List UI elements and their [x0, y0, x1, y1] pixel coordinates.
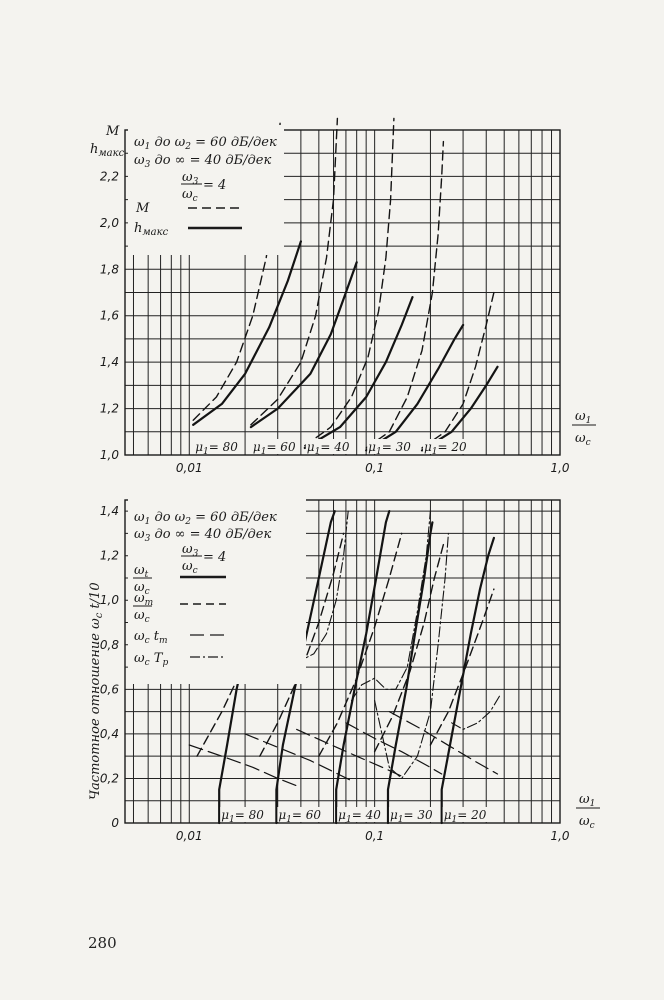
series-line	[375, 545, 444, 752]
bottom-legend-line1-rate: = 60 дБ/дек	[191, 510, 277, 525]
x-tick-label: 1,0	[550, 829, 570, 843]
bottom-ratio-num: ω	[182, 542, 193, 557]
mu-sub: 1	[431, 447, 438, 457]
bottom-legend-item2-den: ω	[134, 608, 145, 623]
page-number: 280	[88, 934, 117, 952]
top-ratio-den: ω	[182, 187, 193, 202]
bottom-chart	[88, 498, 600, 843]
y-tick-label: 1,0	[99, 593, 119, 608]
y-tick-label: 2,2	[99, 169, 119, 184]
bottom-legend-item3-tail-sub: m	[159, 636, 168, 646]
mu-sub: 1	[229, 815, 235, 825]
top-ylabel-m: M	[106, 124, 120, 139]
bottom-legend-item1-den-sub: c	[144, 587, 150, 597]
bottom-ratio-den-sub: c	[192, 566, 198, 576]
bottom-legend-item2-num-sub: m	[144, 598, 154, 608]
svg-text:hмакс	[90, 142, 125, 159]
x-tick-label: 0,1	[365, 829, 385, 843]
top-legend-line1-sub1: 1	[144, 142, 151, 152]
mu-value: = 20	[457, 808, 487, 822]
y-tick-label: 2,0	[99, 215, 119, 230]
y-tick-label: 0,4	[99, 726, 119, 741]
y-tick-label: 1,8	[99, 262, 119, 277]
bottom-legend-item3-label: ω	[134, 629, 145, 644]
x-tick-label: 0,1	[365, 461, 385, 475]
y-tick-label: 0,8	[99, 637, 119, 652]
series-line	[245, 734, 351, 781]
bottom-legend-item4-tail-sub: p	[162, 658, 169, 668]
bottom-legend-line2-omega3: ω	[134, 527, 145, 542]
series-line	[251, 262, 357, 427]
top-legend	[128, 125, 284, 255]
mu-symbol: μ	[252, 440, 261, 454]
bottom-xlabel-num-sub: 1	[589, 799, 596, 809]
bottom-ratio-val: = 4	[203, 550, 227, 565]
top-legend-h-sub: макс	[142, 227, 169, 238]
y-tick-label: 0,6	[99, 682, 119, 697]
mu-value: = 40	[320, 440, 350, 454]
bottom-xlabel-num: ω	[579, 792, 590, 807]
mu-sub: 1	[260, 447, 267, 457]
bottom-ylabel-sub: c	[94, 612, 105, 619]
top-xlabel-num: ω	[575, 409, 586, 424]
y-tick-label: 0,2	[99, 771, 119, 786]
mu-sub: 1	[203, 447, 209, 457]
x-tick-label: 0,01	[175, 461, 203, 475]
top-legend-line1-to: до ω	[150, 135, 186, 150]
y-tick-label: 1,6	[99, 308, 119, 323]
series-line	[352, 511, 431, 700]
series-line	[346, 723, 442, 774]
top-legend-line2-sub3: 3	[144, 160, 151, 170]
y-tick-label: 1,4	[99, 355, 119, 370]
svg-text:ω1	[575, 409, 591, 426]
bottom-ratio-num-sub: 3	[192, 549, 199, 559]
mu-sub: 1	[397, 815, 404, 825]
mu-sub: 1	[345, 815, 352, 825]
mu-symbol: μ	[195, 440, 204, 454]
top-ratio-val: = 4	[203, 178, 227, 193]
top-ratio-num: ω	[182, 170, 193, 185]
mu-value: = 30	[381, 440, 411, 454]
top-legend-line2-rate: до ∞ = 40 дБ/дек	[150, 153, 272, 168]
series-line	[366, 142, 443, 448]
mu-symbol: μ	[443, 808, 452, 822]
series-line	[305, 297, 413, 448]
mu-symbol: μ	[423, 440, 432, 454]
svg-text:ω3 до ∞ = 40 дБ/дек	[134, 153, 271, 170]
svg-text:ωc	[579, 814, 595, 831]
svg-text:ωc	[575, 431, 591, 448]
mu-value: = 80	[208, 440, 238, 454]
bottom-legend-item4-label: ω	[134, 651, 145, 666]
y-tick-label: 1,0	[99, 448, 119, 462]
bottom-legend	[128, 498, 306, 684]
mu-value: = 80	[234, 808, 264, 822]
svg-text:ω1	[579, 792, 595, 809]
mu-symbol: μ	[306, 440, 315, 454]
top-xlabel-num-sub: 1	[585, 416, 592, 426]
bottom-legend-item3-tail: t	[149, 629, 160, 644]
bottom-xlabel-den: ω	[579, 814, 590, 829]
mu-value: = 60	[266, 440, 296, 454]
mu-sub: 1	[375, 447, 382, 457]
top-ratio-den-sub: c	[192, 194, 198, 204]
bottom-ylabel-tail: t/10	[88, 582, 103, 613]
bottom-legend-line2-sub3: 3	[144, 534, 151, 544]
bottom-legend-item2-den-sub: c	[144, 615, 150, 625]
mu-value: = 40	[351, 808, 381, 822]
bottom-legend-line1-to: до ω	[150, 510, 186, 525]
mu-symbol: μ	[389, 808, 398, 822]
bottom-ratio-den: ω	[182, 559, 193, 574]
top-legend-line2-omega3: ω	[134, 153, 145, 168]
bottom-legend-item2-num: ω	[134, 591, 145, 606]
top-ylabel-h: h	[90, 142, 99, 157]
y-tick-label: 0	[111, 816, 119, 830]
svg-text:ω1 до ω2 = 60 дБ/дек	[134, 510, 277, 527]
top-ratio-num-sub: 3	[192, 177, 199, 187]
bottom-legend-item4-sub: c	[144, 658, 150, 668]
bottom-legend-line1-sub1: 1	[144, 517, 151, 527]
top-legend-line1-rate: = 60 дБ/дек	[191, 135, 277, 150]
mu-sub: 1	[286, 815, 292, 825]
top-xlabel-den-sub: c	[585, 438, 591, 448]
mu-symbol: μ	[221, 808, 230, 822]
y-tick-label: 1,2	[99, 548, 119, 563]
mu-value: = 60	[291, 808, 322, 822]
mu-symbol: μ	[368, 440, 376, 454]
bottom-xlabel-den-sub: c	[589, 821, 595, 831]
svg-text:ω3 до ∞ = 40 дБ/дек	[134, 527, 271, 544]
mu-value: = 20	[437, 440, 467, 454]
bottom-legend-item1-num-sub: t	[144, 570, 149, 580]
bottom-ylabel	[88, 582, 105, 800]
bottom-legend-line1-sub2: 2	[185, 517, 192, 527]
top-mu-labels	[194, 439, 469, 457]
bottom-legend-item1-num: ω	[134, 563, 145, 578]
y-tick-label: 1,2	[99, 401, 119, 416]
mu-symbol: μ	[338, 808, 346, 822]
top-legend-line1-omega1: ω	[134, 135, 145, 150]
bottom-mu-labels	[220, 807, 488, 825]
top-xlabel-den: ω	[575, 431, 586, 446]
bottom-legend-line2-rate: до ∞ = 40 дБ/дек	[150, 527, 272, 542]
x-tick-label: 0,01	[175, 829, 203, 843]
mu-value: = 30	[403, 808, 433, 822]
top-legend-m-label: M	[136, 201, 150, 216]
bottom-legend-item3-sub: c	[144, 636, 150, 646]
bottom-legend-line1-omega1: ω	[134, 510, 145, 525]
bottom-legend-item1-den: ω	[134, 580, 145, 595]
y-tick-label: 1,4	[99, 504, 119, 519]
top-legend-line1-sub2: 2	[185, 142, 192, 152]
bottom-legend-item4-tail: T	[149, 651, 163, 666]
x-tick-label: 1,0	[550, 461, 570, 475]
bottom-ylabel-main: Частотное отношение ω	[88, 618, 103, 800]
top-ylabel-h-sub: макс	[98, 148, 125, 159]
mu-symbol: μ	[278, 808, 287, 822]
mu-sub: 1	[314, 447, 321, 457]
svg-text:ω1 до ω2 = 60 дБ/дек	[134, 135, 277, 152]
top-legend-h-label: h	[134, 221, 143, 236]
mu-sub: 1	[451, 815, 458, 825]
top-chart	[90, 118, 596, 475]
